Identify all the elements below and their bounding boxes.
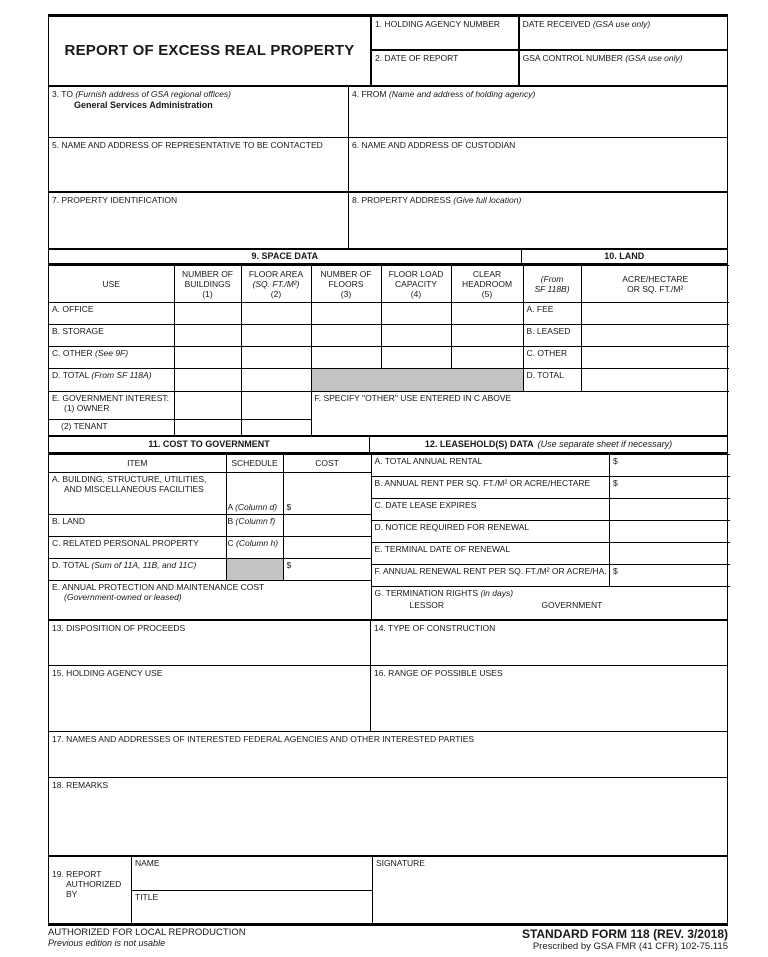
interested-parties-label: 17. NAMES AND ADDRESSES OF INTERESTED FEDERAL AGENCIES AND OTHER INTERESTED PARTIES [52, 734, 475, 744]
field-14-construction[interactable] [371, 621, 727, 665]
signature-label: SIGNATURE [376, 858, 425, 868]
sf118-form [48, 14, 728, 926]
input-cell[interactable] [241, 369, 311, 392]
prescribed-by-note: Prescribed by GSA FMR (41 CFR) 102-75.115 [532, 941, 728, 953]
cost-row-total-label: D. TOTAL (Sum of 11A, 11B, and 11C) [49, 558, 226, 580]
gsa-control-number-note: (GSA use only) [625, 53, 683, 63]
input-cell[interactable] [451, 347, 523, 369]
field-6-custodian[interactable] [349, 138, 727, 191]
lease-row-label: E. TERMINAL DATE OF RENEWAL [372, 542, 610, 564]
col-header-cost: COST [283, 454, 371, 472]
input-cell[interactable] [381, 325, 451, 347]
input-cell[interactable] [581, 347, 729, 369]
holding-agency-number-label: 1. HOLDING AGENCY NUMBER [375, 19, 501, 29]
cost-row-building-schedule: A (Column d) [226, 472, 283, 514]
input-cell[interactable] [451, 325, 523, 347]
field-18-remarks[interactable] [49, 777, 727, 855]
to-label: 3. TO [52, 89, 73, 99]
input-cell[interactable] [581, 369, 729, 392]
row-office-label: A. OFFICE [49, 303, 174, 325]
input-cell[interactable] [241, 392, 311, 420]
lease-row-value[interactable] [610, 542, 730, 564]
input-cell[interactable] [241, 420, 311, 435]
to-value: General Services Administration [74, 100, 213, 111]
input-cell[interactable] [311, 347, 381, 369]
field-4-from[interactable] [349, 87, 727, 137]
leasehold-data-title: 12. LEASEHOLD(S) DATA (Use separate sheet if necessary) [424, 438, 673, 449]
row-tenant-label: (2) TENANT [49, 420, 174, 435]
representative-label: 5. NAME AND ADDRESS OF REPRESENTATIVE TO BE CONTACTED [52, 140, 323, 150]
input-cell[interactable] [451, 303, 523, 325]
field-15-agency-use[interactable] [49, 666, 371, 731]
to-note: (Furnish address of GSA regional offices) [75, 89, 231, 99]
field-7-property-identification[interactable] [49, 193, 349, 248]
land-other-label: C. OTHER [523, 347, 581, 369]
space-data-table [49, 265, 729, 435]
field-13-disposition[interactable] [49, 621, 371, 665]
standard-form-number: STANDARD FORM 118 (REV. 3/2018) [521, 927, 728, 941]
field-holding-agency-number[interactable] [372, 17, 518, 51]
row-other-label: C. OTHER (See 9F) [49, 347, 174, 369]
input-cell[interactable] [174, 392, 241, 420]
agency-use-label: 15. HOLDING AGENCY USE [52, 668, 163, 678]
col-header-schedule: SCHEDULE [226, 454, 283, 472]
previous-edition-note: Previous edition is not usable [48, 938, 166, 949]
construction-label: 14. TYPE OF CONSTRUCTION [374, 623, 496, 633]
field-11e-protection-maintenance[interactable] [49, 580, 371, 619]
date-received-note: (GSA use only) [592, 19, 651, 29]
field-19-signature[interactable] [373, 857, 727, 923]
row-total-label: D. TOTAL (From SF 118A) [49, 369, 174, 392]
cost-to-government-title: 11. COST TO GOVERNMENT [49, 437, 370, 452]
lessor-label: LESSOR [409, 599, 444, 610]
header-right-column [520, 17, 727, 85]
lease-row-value[interactable]: $ [610, 564, 730, 586]
custodian-label: 6. NAME AND ADDRESS OF CUSTODIAN [352, 140, 516, 150]
lease-row-label: D. NOTICE REQUIRED FOR RENEWAL [372, 520, 610, 542]
col-header-number-of-floors: NUMBER OF FLOORS (3) [311, 266, 381, 303]
input-cell[interactable] [311, 325, 381, 347]
col-header-acre-hectare: ACRE/HECTARE OR SQ. FT./M² [581, 266, 729, 303]
cost-row-total-amount[interactable]: $ [283, 558, 371, 580]
lease-row-value[interactable] [610, 520, 730, 542]
field-16-possible-uses[interactable] [371, 666, 727, 731]
col-header-item: ITEM [49, 454, 226, 472]
protection-maintenance-note: (Government-owned or leased) [64, 591, 182, 602]
input-cell[interactable] [283, 514, 371, 536]
input-cell[interactable] [581, 325, 729, 347]
lease-row-value[interactable] [610, 498, 730, 520]
cost-row-land-label: B. LAND [49, 514, 226, 536]
col-header-floor-load-capacity: FLOOR LOAD CAPACITY (4) [381, 266, 451, 303]
lease-row-value[interactable]: $ [610, 454, 730, 476]
local-reproduction-note: AUTHORIZED FOR LOCAL REPRODUCTION [48, 927, 246, 938]
termination-rights-note: (in days) [480, 587, 514, 598]
lease-row-label: C. DATE LEASE EXPIRES [372, 498, 610, 520]
space-data-title: 9. SPACE DATA [49, 250, 522, 263]
land-title: 10. LAND [604, 251, 645, 262]
leasehold-data-table [372, 454, 730, 620]
from-label: 4. FROM [352, 89, 387, 99]
space-data-land-header [49, 248, 727, 265]
cost-row-personal-property-schedule: C (Column h) [226, 536, 283, 558]
col-header-clear-headroom: CLEAR HEADROOM (5) [451, 266, 523, 303]
specify-other-label: F. SPECIFY "OTHER" USE ENTERED IN C ABOVE [314, 393, 512, 403]
input-cell[interactable] [174, 325, 241, 347]
field-5-representative[interactable] [49, 138, 349, 191]
leasehold-data-note: (Use separate sheet if necessary) [537, 438, 673, 449]
date-of-report-label: 2. DATE OF REPORT [375, 53, 459, 63]
cost-row-land-schedule: B (Column f) [226, 514, 283, 536]
col-header-floor-area: FLOOR AREA (SQ. FT./M²) (2) [241, 266, 311, 303]
input-cell[interactable] [241, 347, 311, 369]
shaded-not-applicable-cell [226, 558, 283, 580]
from-note: (Name and address of holding agency) [388, 89, 536, 99]
cost-row-personal-property-label: C. RELATED PERSONAL PROPERTY [49, 536, 226, 558]
property-id-label: 7. PROPERTY IDENTIFICATION [52, 195, 178, 205]
cost-leasehold-header [49, 435, 727, 454]
field-19-title[interactable] [132, 891, 372, 923]
field-gsa-control-number[interactable] [520, 51, 727, 85]
form-title: REPORT OF EXCESS REAL PROPERTY [64, 42, 355, 60]
cost-row-building-amount[interactable]: $ [283, 472, 371, 514]
gsa-control-number-label: GSA CONTROL NUMBER [522, 53, 623, 63]
lease-row-label: F. ANNUAL RENEWAL RENT PER SQ. FT./M² OR ACRE/HA. [372, 564, 610, 586]
lease-row-label: A. TOTAL ANNUAL RENTAL [372, 454, 610, 476]
date-received-label: DATE RECEIVED [522, 19, 591, 29]
input-cell[interactable] [283, 536, 371, 558]
land-total-label: D. TOTAL [523, 369, 581, 392]
shaded-not-applicable-cell [311, 369, 523, 392]
field-17-interested-parties[interactable] [49, 731, 727, 777]
col-header-number-of-buildings: NUMBER OF BUILDINGS (1) [174, 266, 241, 303]
land-leased-label: B. LEASED [523, 325, 581, 347]
input-cell[interactable] [381, 303, 451, 325]
lease-row-value[interactable]: $ [610, 476, 730, 498]
property-address-note: (Give full location) [453, 195, 522, 205]
input-cell[interactable] [241, 325, 311, 347]
field-8-property-address[interactable] [349, 193, 727, 248]
report-authorized-by-block [49, 855, 727, 923]
row-owner-label: (1) OWNER [64, 403, 110, 414]
input-cell[interactable] [311, 303, 381, 325]
row-storage-label: B. STORAGE [49, 325, 174, 347]
field-12g-termination-rights[interactable] [372, 586, 730, 619]
col-header-use: USE [49, 266, 174, 303]
field-date-received[interactable] [520, 17, 727, 51]
field-date-of-report[interactable] [372, 51, 518, 85]
input-cell[interactable] [174, 420, 241, 435]
form-footer [48, 927, 728, 952]
input-cell[interactable] [174, 347, 241, 369]
lease-row-label: B. ANNUAL RENT PER SQ. FT./M² OR ACRE/HECTARE [372, 476, 610, 498]
form-header [49, 17, 727, 87]
government-label: GOVERNMENT [541, 599, 603, 610]
property-address-label: 8. PROPERTY ADDRESS [352, 195, 451, 205]
protection-maintenance-label: E. ANNUAL PROTECTION AND MAINTENANCE COST [52, 581, 265, 592]
input-cell[interactable] [581, 303, 729, 325]
cost-to-government-table [49, 454, 372, 620]
name-label: NAME [135, 858, 160, 868]
input-cell[interactable] [241, 303, 311, 325]
field-9f-specify-other[interactable] [311, 392, 729, 435]
input-cell[interactable] [174, 369, 241, 392]
field-19-name[interactable] [132, 857, 372, 891]
remarks-label: 18. REMARKS [52, 780, 109, 790]
land-fee-label: A. FEE [523, 303, 581, 325]
field-3-to[interactable] [49, 87, 349, 137]
termination-rights-label: G. TERMINATION RIGHTS [374, 587, 479, 598]
title-label: TITLE [135, 892, 159, 902]
input-cell[interactable] [174, 303, 241, 325]
cost-row-building-label: A. BUILDING, STRUCTURE, UTILITIES, AND MISCELLANEOUS FACILITIES [49, 472, 226, 514]
row-government-interest-label: E. GOVERNMENT INTEREST: (1) OWNER [49, 392, 174, 420]
disposition-label: 13. DISPOSITION OF PROCEEDS [52, 623, 186, 633]
header-mid-column [370, 17, 520, 85]
authorized-by-label: 19. REPORT AUTHORIZED BY [52, 869, 122, 900]
input-cell[interactable] [381, 347, 451, 369]
possible-uses-label: 16. RANGE OF POSSIBLE USES [374, 668, 503, 678]
col-header-from-sf118b: (From SF 118B) [523, 266, 581, 303]
